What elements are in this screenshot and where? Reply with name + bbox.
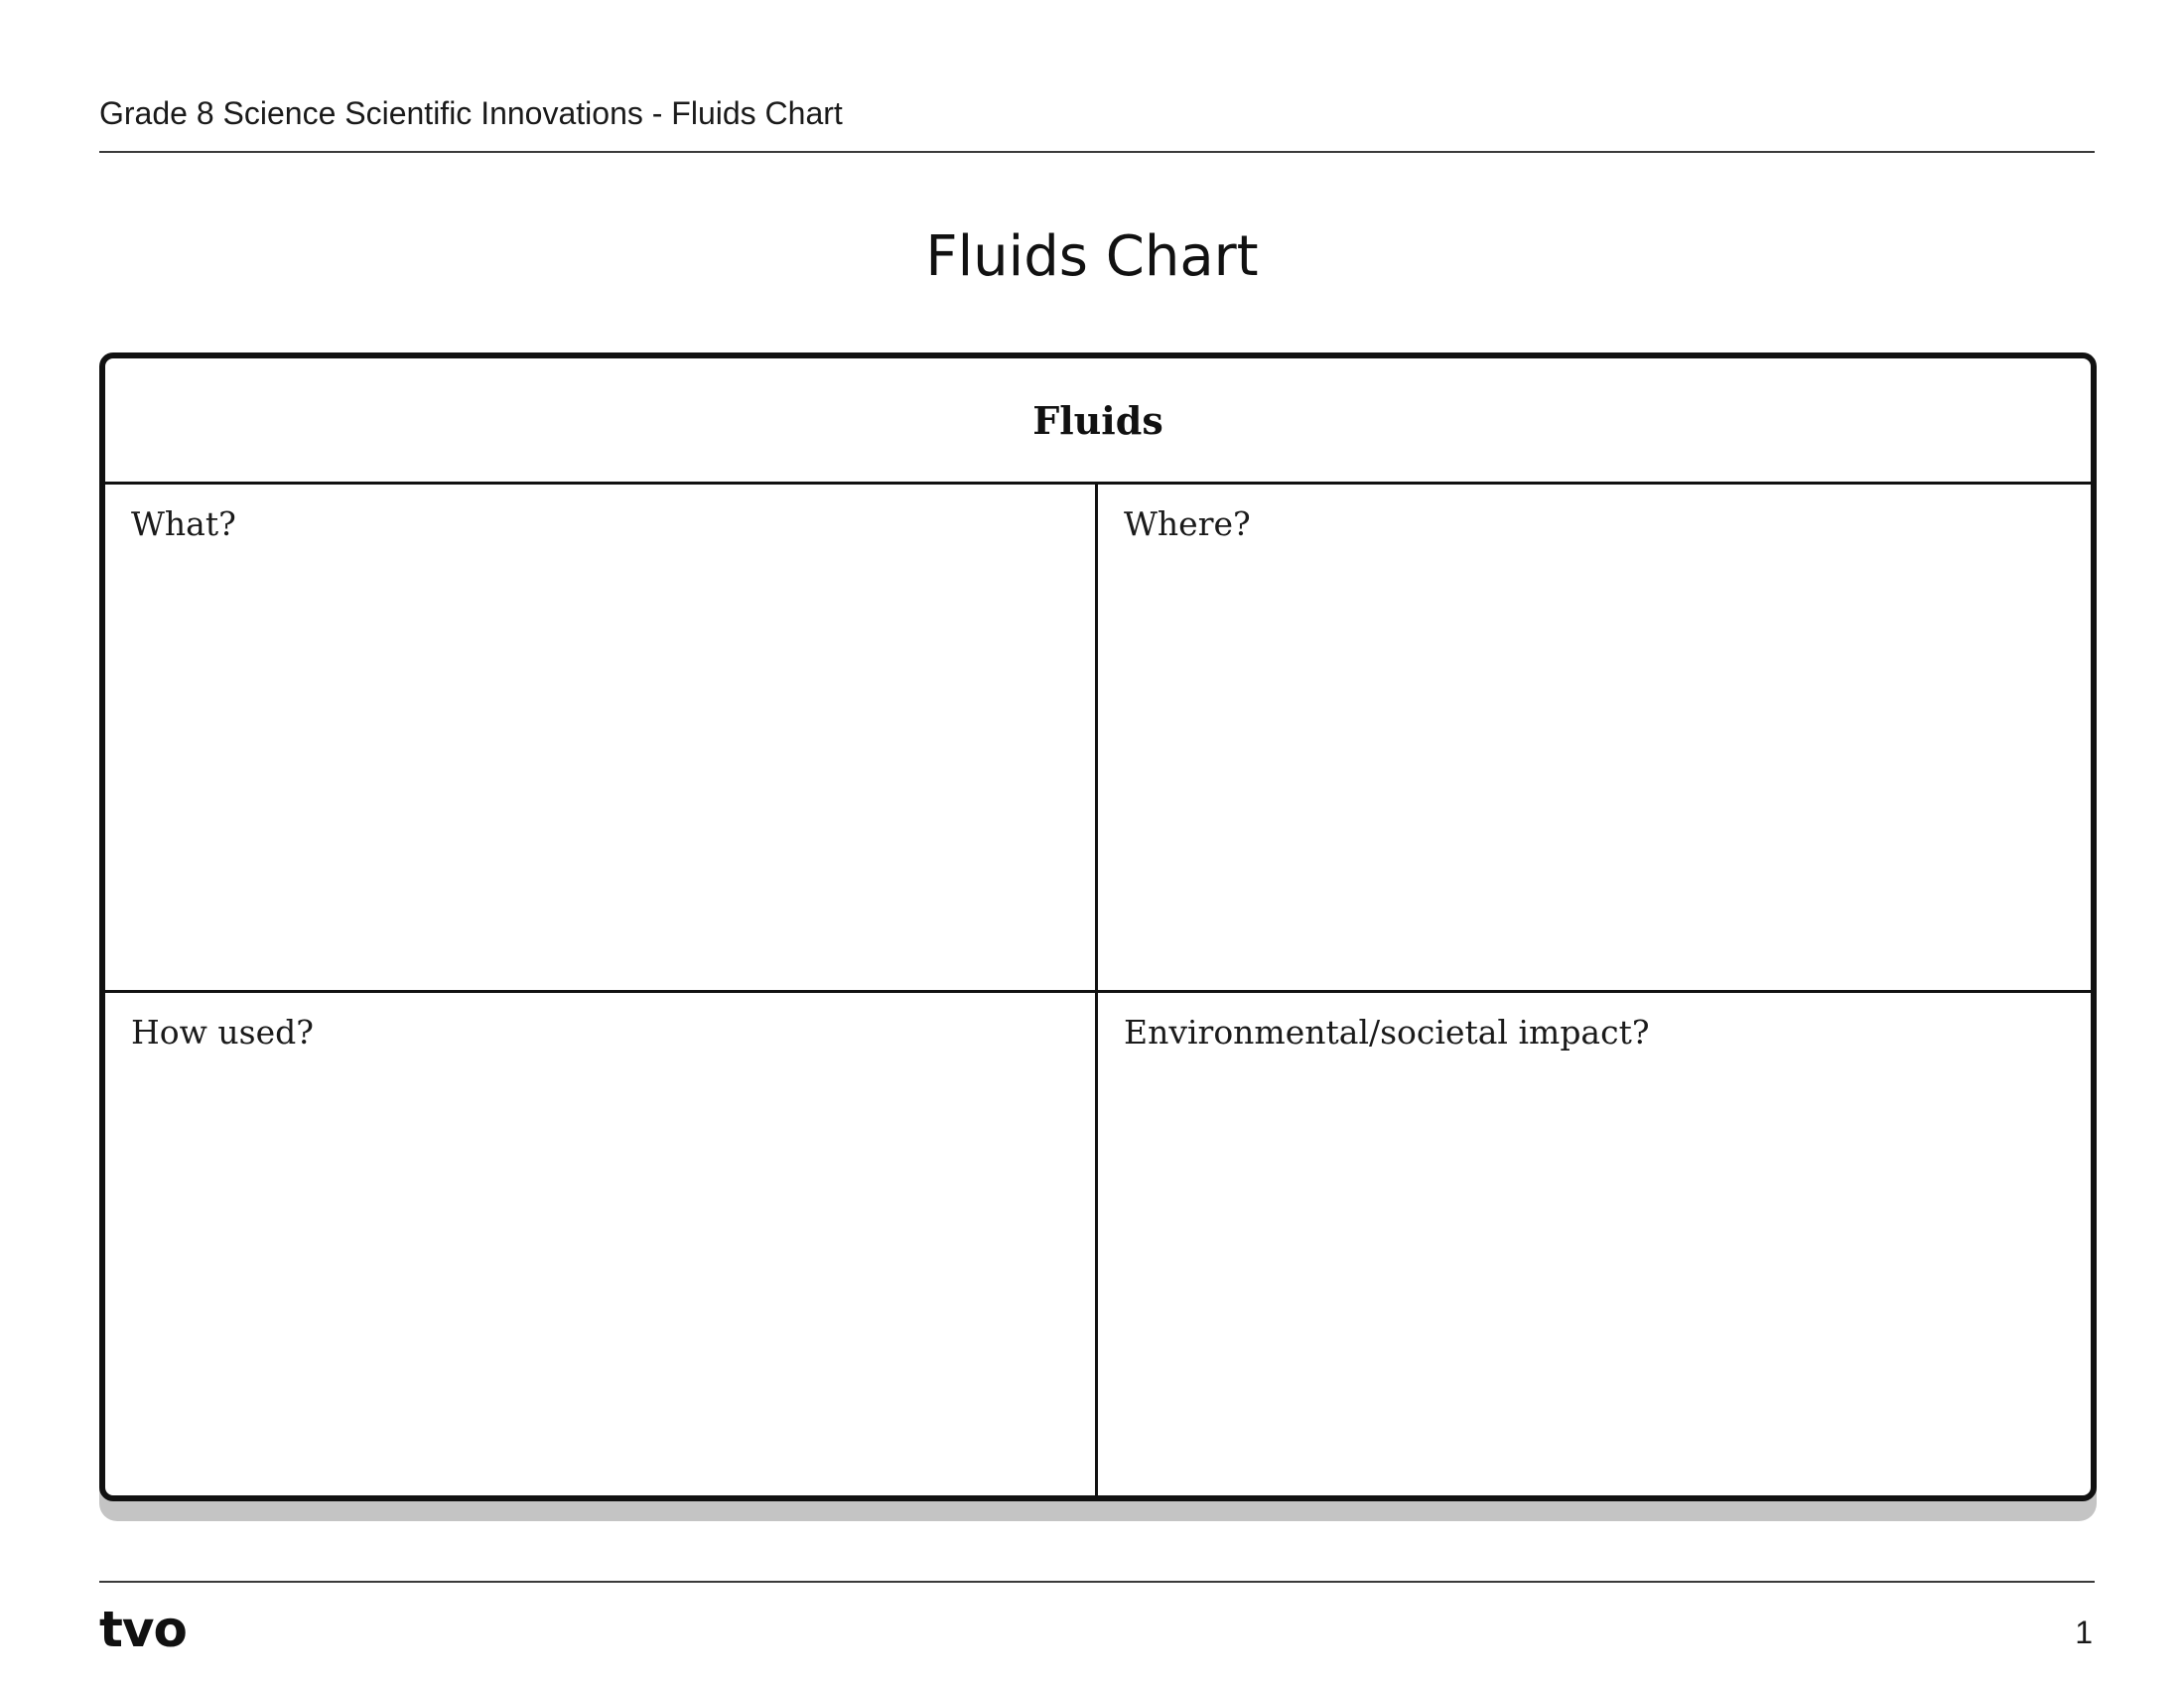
cell-label-impact: Environmental/societal impact? [1124,1013,1650,1052]
chart-heading: Fluids [1032,397,1163,443]
cell-label-where: Where? [1124,504,1251,543]
header-divider [99,151,2095,153]
cell-label-what: What? [131,504,236,543]
page-title: Fluids Chart [925,224,1259,289]
footer-divider [99,1581,2095,1583]
fluids-chart [99,352,2097,1501]
document-header: Grade 8 Science Scientific Innovations - Fluids Chart [99,95,843,131]
cell-what[interactable] [105,485,1098,993]
cell-impact[interactable] [1098,993,2091,1495]
cell-how-used[interactable] [105,993,1098,1495]
cell-label-how-used: How used? [131,1013,314,1052]
page-number: 1 [2075,1615,2093,1650]
chart-header [105,358,2091,485]
cell-where[interactable] [1098,485,2091,993]
tvo-logo: tvo [99,1601,187,1658]
